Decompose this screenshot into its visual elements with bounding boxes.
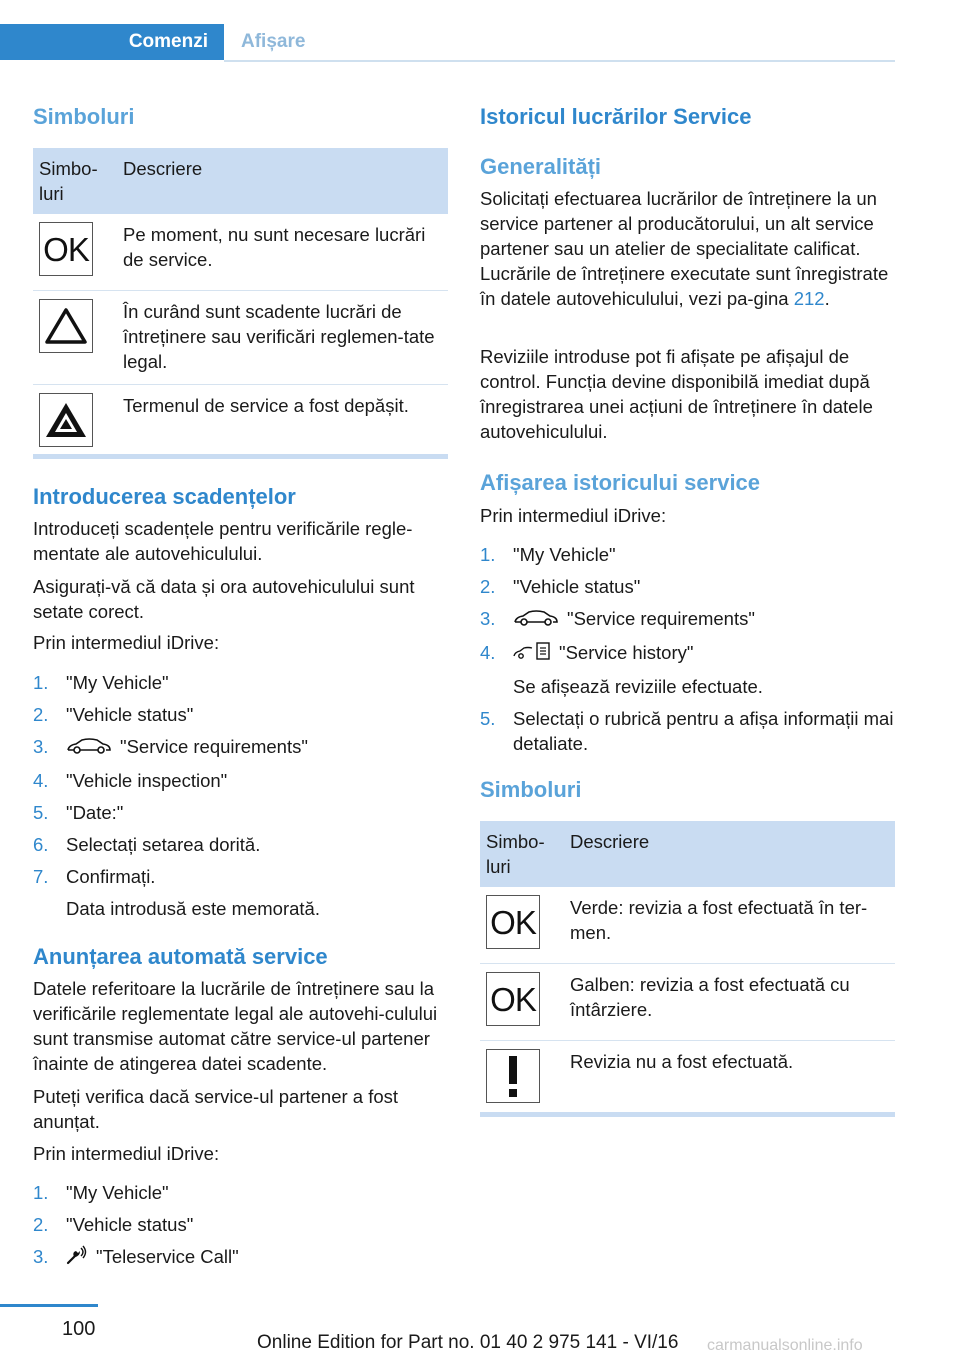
- car-icon: [66, 736, 112, 761]
- list-item: 7. Confirmați. Data introdusă este memorată.: [33, 865, 320, 919]
- symbols-table-2: [480, 821, 895, 1117]
- col-header-symbols: Simbo- luri: [33, 148, 117, 214]
- col-header-description: Descriere: [117, 148, 448, 214]
- section-title-simboluri-2: Simboluri: [480, 777, 582, 802]
- list-item: 5. Selectați o rubrică pentru a afișa informații mai detaliate.: [480, 707, 894, 754]
- table-end-rule: [33, 454, 448, 459]
- footer-rule: [0, 1304, 98, 1307]
- ok-icon: OK: [486, 972, 540, 1026]
- list-item: 2. "Vehicle status": [33, 1214, 194, 1235]
- list-item: 2. "Vehicle status": [480, 576, 641, 597]
- auto-steps-list: [33, 1180, 448, 1278]
- list-item: 1. "My Vehicle": [480, 544, 616, 565]
- row-description: Pe moment, nu sunt necesare lucrări de service.: [117, 214, 448, 291]
- page-number: 100: [62, 1318, 96, 1340]
- col-header-symbols: Simbo- luri: [480, 821, 564, 887]
- section-title-afisarea: Afișarea istoricului service: [480, 470, 761, 495]
- list-item: 2. "Vehicle status": [33, 704, 194, 725]
- section-title-generalitati: Generalități: [480, 154, 602, 179]
- edition-text: Online Edition for Part no. 01 40 2 975 141 - VI/16: [257, 1332, 679, 1353]
- symbols-table-1: [33, 148, 448, 461]
- row-description: Galben: revizia a fost efectuată cu întârziere.: [564, 964, 895, 1041]
- list-item: 4. "Vehicle inspection": [33, 769, 228, 791]
- list-item: 6. Selectați setarea dorită.: [33, 833, 261, 855]
- table-row: [480, 1041, 895, 1118]
- car-icon: [513, 608, 559, 633]
- row-description: În curând sunt scadente lucrări de întreținere sau verificări reglemen‐tate legal.: [117, 291, 448, 385]
- table-row: [33, 291, 448, 385]
- auto-paragraph-1: Datele referitoare la lucrările de întreținere sau la verificările reglementate legal ale autovehi‐culului sunt transmise automat către service-ul partener înainte de atingerea datei scadente.: [33, 978, 438, 1074]
- table-header-row: [33, 148, 448, 214]
- service-history-icon: [513, 641, 551, 667]
- row-description: Verde: revizia a fost efectuată în ter‐men.: [564, 887, 895, 964]
- intro-steps-list: [33, 670, 448, 928]
- row-description: Termenul de service a fost depășit.: [123, 395, 409, 416]
- list-item: 3. "Service requirements": [480, 606, 895, 633]
- section-title-introducerea: Introducerea scadențelor: [33, 484, 296, 509]
- warning-triangle-icon: [39, 299, 93, 353]
- col-header-description: Descriere: [564, 821, 895, 887]
- page-link-212[interactable]: 212: [793, 288, 825, 309]
- section-title-simboluri: Simboluri: [33, 104, 135, 129]
- intro-paragraph-1: Introduceți scadențele pentru verificările regle‐mentate ale autovehiculului.: [33, 518, 413, 564]
- tab-afisare[interactable]: Afișare: [241, 31, 306, 52]
- general-paragraph-1: Solicitați efectuarea lucrărilor de întreținere la un service partener al producătorului, un alt service partener sau un atelier de specialitate calificat. Lucrările de întreținere executate sunt înregistrate în datele autovehiculului, vezi pa‐gina 212.: [480, 188, 889, 309]
- table-row: [480, 887, 895, 964]
- warning-triangle-filled-icon: [39, 393, 93, 447]
- tab-divider: [224, 60, 895, 62]
- section-title-anuntarea: Anunțarea automată service: [33, 944, 328, 969]
- show-paragraph-1: Prin intermediul iDrive:: [480, 505, 667, 526]
- table-row: [33, 385, 448, 462]
- ok-icon: OK: [486, 895, 540, 949]
- auto-paragraph-2: Puteți verifica dacă service-ul partener a fost anunțat.: [33, 1086, 399, 1132]
- watermark: carmanualsonline.info: [707, 1337, 863, 1354]
- general-paragraph-2: Reviziile introduse pot fi afișate pe afișajul de control. Funcția devine disponibilă imediat după înregistrarea unei acțiuni de întreținere în datele autovehiculului.: [480, 346, 873, 442]
- exclamation-icon: [486, 1049, 540, 1103]
- intro-paragraph-3: Prin intermediul iDrive:: [33, 632, 220, 653]
- ok-icon: OK: [39, 222, 93, 276]
- table-header-row: [480, 821, 895, 887]
- auto-paragraph-3: Prin intermediul iDrive:: [33, 1143, 220, 1164]
- intro-paragraph-2: Asigurați-vă că data și ora autovehiculului sunt setate corect.: [33, 576, 415, 622]
- section-title-istoricul: Istoricul lucrărilor Service: [480, 104, 752, 129]
- table-row: [480, 964, 895, 1041]
- list-item: 1. "My Vehicle": [33, 1182, 169, 1203]
- list-item: 1. "My Vehicle": [33, 672, 169, 693]
- wrench-signal-icon: [66, 1245, 88, 1271]
- list-item: 3. "Teleservice Call": [33, 1244, 448, 1271]
- header-tabs: [0, 24, 895, 62]
- list-item: 5. "Date:": [33, 801, 124, 823]
- list-item: 3. "Service requirements": [33, 734, 448, 761]
- show-steps-list: [480, 542, 895, 763]
- row-description: Revizia nu a fost efectuată.: [570, 1051, 794, 1072]
- table-end-rule: [480, 1112, 895, 1117]
- tab-comenzi[interactable]: Comenzi: [0, 24, 224, 60]
- list-item: 4. "Service history" Se afișează reviziile efectuate.: [480, 641, 763, 697]
- table-row: [33, 214, 448, 291]
